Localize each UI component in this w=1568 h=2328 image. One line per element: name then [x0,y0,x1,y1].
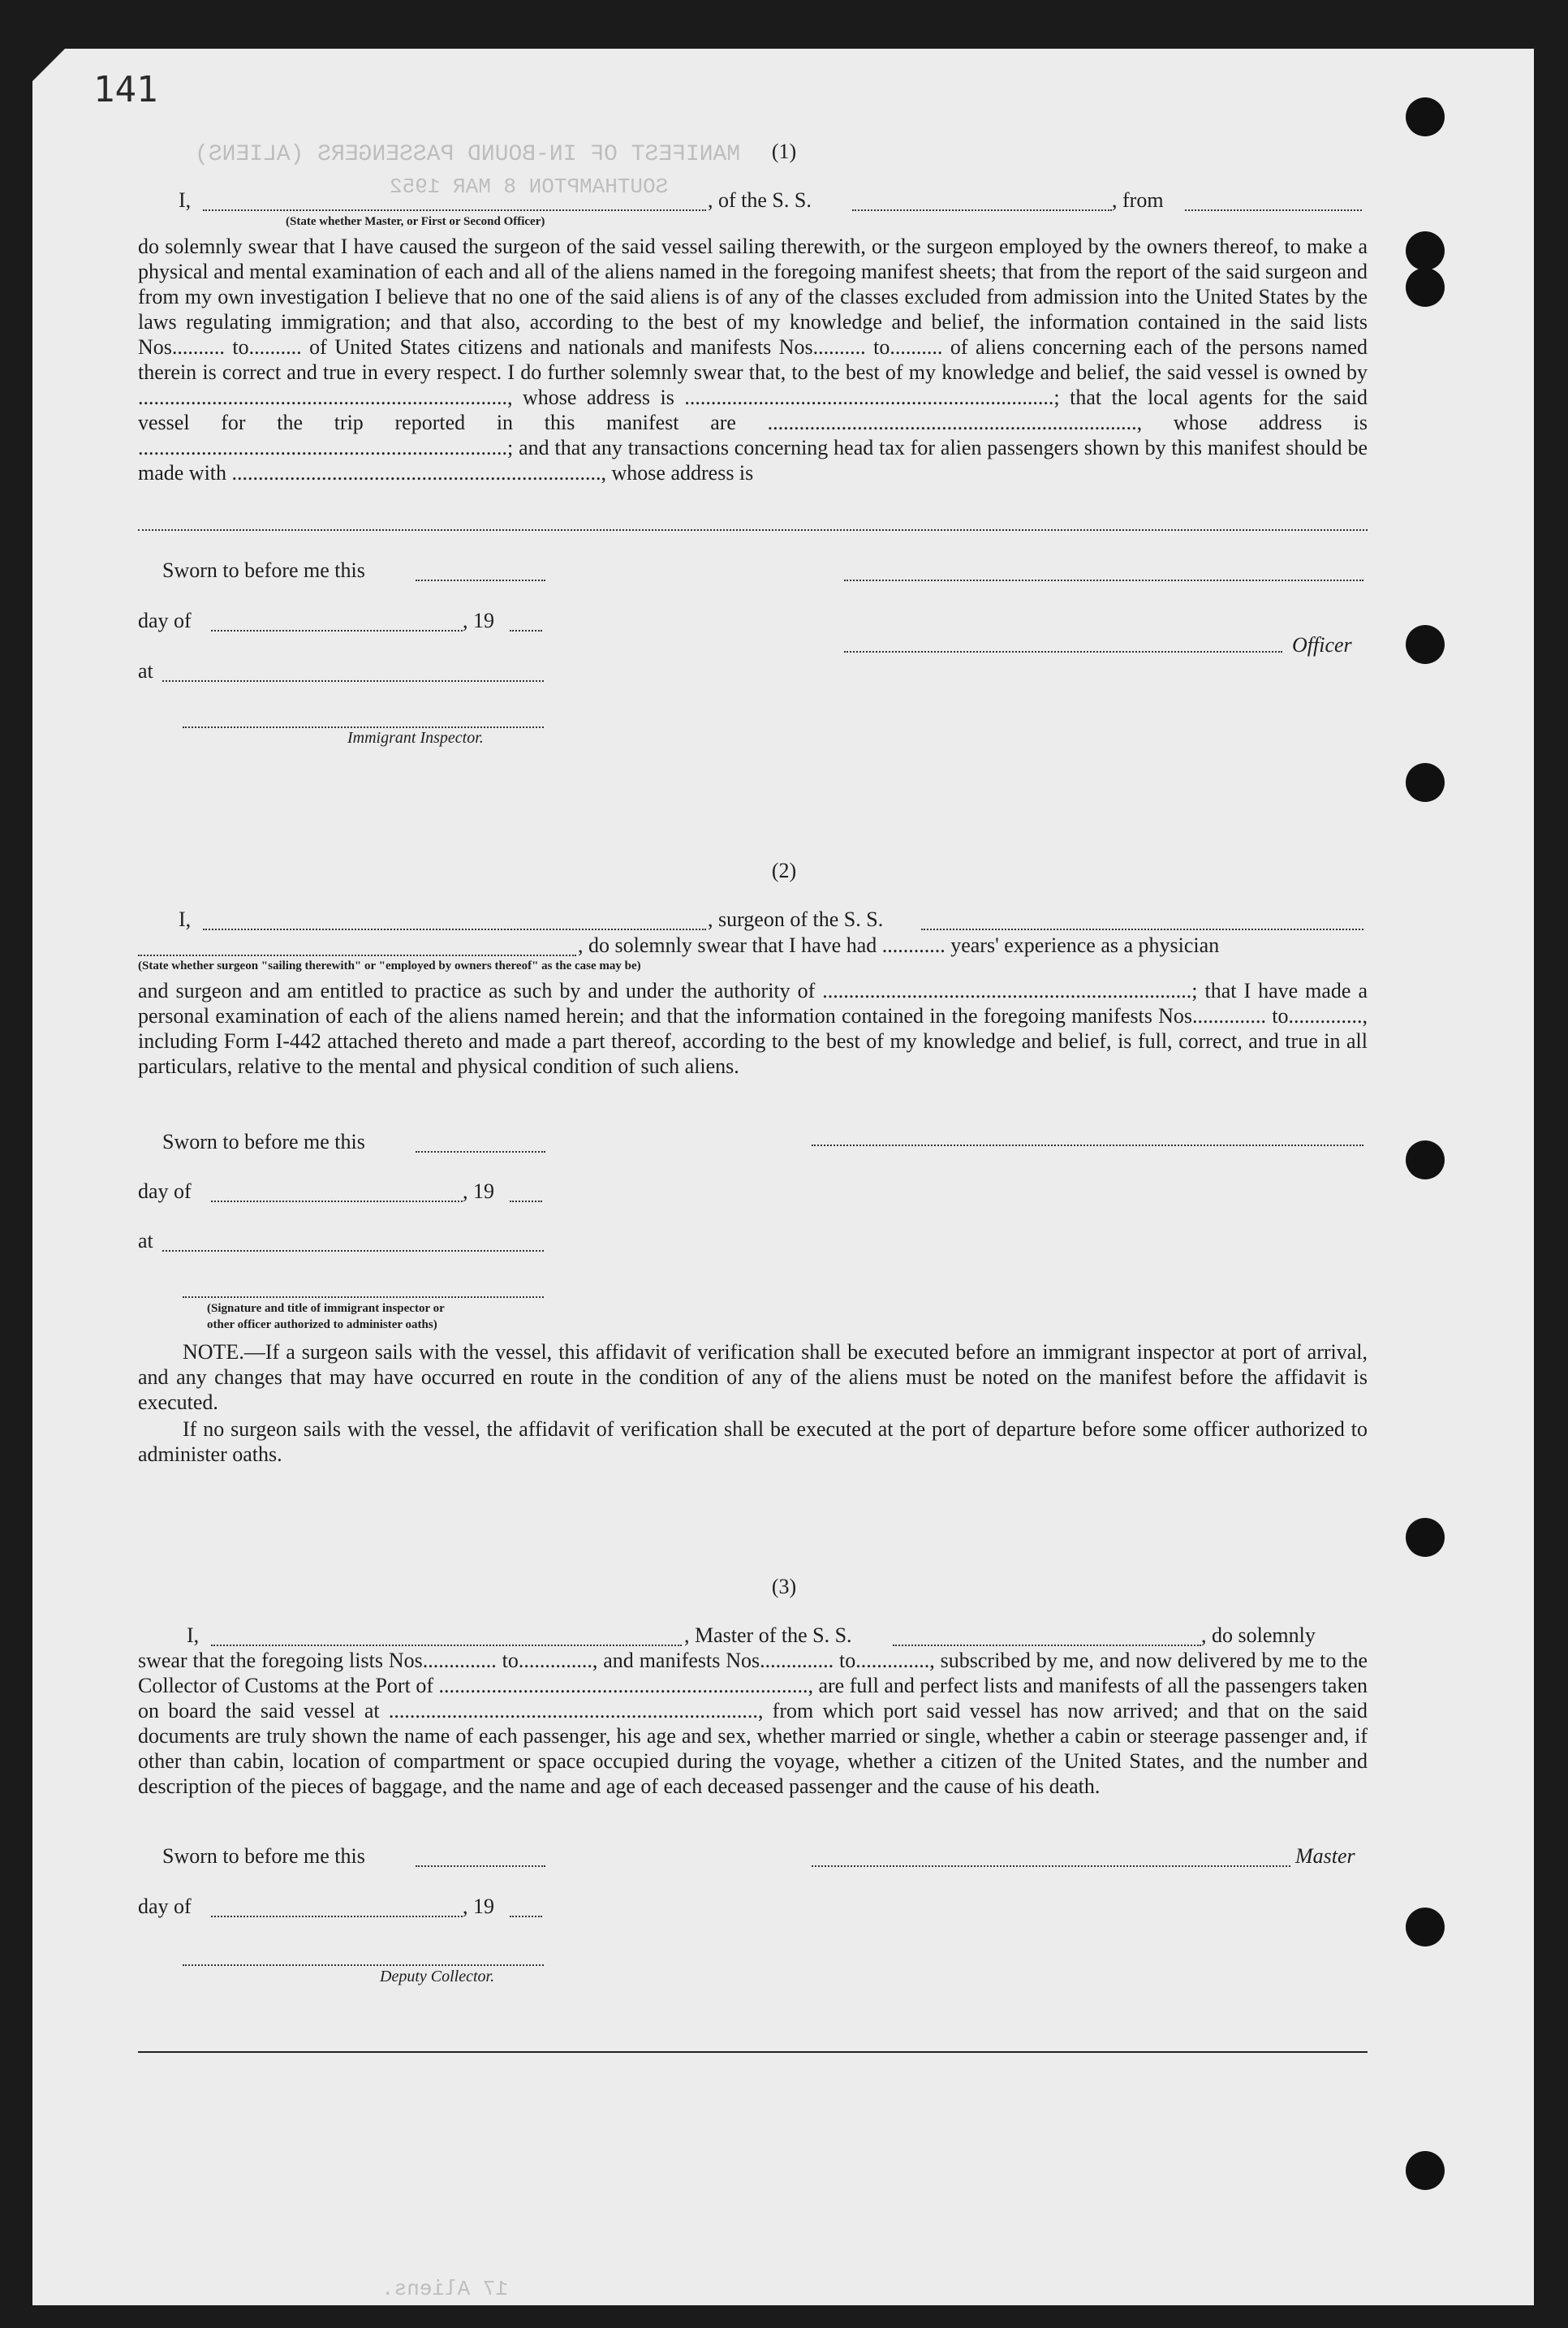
blank-line [812,1865,1290,1867]
from-label: , from [1112,188,1164,212]
punch-hole [1406,2151,1445,2190]
section-1-body: do solemnly swear that I have caused the surgeon of the said vessel sailing therewith, or the surgeon employed by the owners thereof, to make a physical and mental examination of each and all of the aliens named in the foregoing manifest sheets; that from the report of the said surgeon and from my own investigation I believe that no one of the said aliens is of any of the classes excluded from admission into the United States by the laws regulating immigration; and that also, according to the best of my knowledge and belief, the information contained in the said lists Nos.......... to.......... of United States citizens and nationals and manifests Nos.......... to.......... of aliens concerning each of the persons named therein is correct and true in every respect. I do further solemnly swear that, to the best of my knowledge and belief, the said vessel is owned by ......................................................................, whose address is ......................................................................; that the local agents for the said vessel for the trip reported in this manifest are ......................................................................, whose address is ......................................................................; and that any transactions concerning head tax for alien passengers shown by this manifest should be made with ......................................................................, whose address is [138,235,1368,485]
master-of-ss-label: , Master of the S. S. [684,1623,852,1647]
bleed-through-text: SOUTHAMPTON 8 MAR 1952 [390,175,669,199]
note-text: —If a surgeon sails with the vessel, this affidavit of verification shall be executed before an immigrant inspector at port of arrival, and any changes that may have occurred en route in the condition of any of the aliens must be noted on the manifest before the affidavit is executed. [138,1340,1368,1414]
bleed-through-text: 17 Aliens. [381,2277,509,2301]
blank-line [203,209,706,211]
section-2-body: and surgeon and am entitled to practice as such by and under the authority of ......................................................................; that I have made a personal examination of each of the aliens named herein; and that the information contained in the foregoing manifests Nos.............. to.............., including Form I-442 attached thereto and made a part thereof, according to the best of my knowledge and belief, is full, correct, and true in all particulars, relative to the mental and physical condition of such aliens. [138,979,1368,1078]
blank-line [211,1201,463,1202]
day-of-label-2: day of [138,1179,192,1203]
caption-signature: other officer authorized to administer oaths) [207,1318,437,1331]
punch-hole [1406,763,1445,802]
caption-surgeon: (State whether surgeon "sailing therewith" or "employed by owners thereof" as the case may be) [138,959,641,972]
blank-line [844,580,1363,581]
year-label-1: , 19 [463,609,494,632]
blank-line [203,929,706,930]
oath-i-2: I, [179,907,192,931]
bottom-rule [138,2051,1368,2053]
immigrant-inspector-label: Immigrant Inspector. [347,729,484,747]
sworn-label-2: Sworn to before me this [162,1130,365,1153]
punch-hole [1406,1518,1445,1557]
oath-i-3: I, [187,1623,200,1647]
punch-hole [1406,268,1445,307]
bleed-through-text: MANIFEST OF IN-BOUND PASSENGERS (ALIENS) [195,142,741,167]
blank-line [812,1145,1363,1146]
blank-line [1185,209,1362,211]
note-paragraph [138,1339,1368,1415]
note-paragraph-2: If no surgeon sails with the vessel, the affidavit of verification shall be executed at the port of departure before some officer authorized to administer oaths. [138,1417,1368,1466]
punch-hole [1406,231,1445,270]
year-label-2: , 19 [463,1179,494,1203]
section-1-number: (1) [771,140,797,163]
section-3-number: (3) [771,1575,797,1598]
deputy-collector-label: Deputy Collector. [380,1968,495,1985]
punch-hole [1406,1140,1445,1179]
note-label: NOTE. [183,1340,244,1364]
day-of-label-3: day of [138,1895,192,1918]
punch-hole [1406,625,1445,664]
of-the-ss-label: , of the S. S. [708,188,812,212]
blank-line [416,580,545,581]
blank-line [510,630,542,632]
blank-line [844,651,1282,653]
blank-line [416,1151,545,1153]
surgeon-label: , surgeon of the S. S. [708,907,884,931]
blank-line [211,630,463,632]
blank-line [893,1645,1201,1646]
years-experience-line: , do solemnly swear that I have had ............ years' experience as a physician [578,933,1220,957]
year-label-3: , 19 [463,1895,494,1918]
blank-line [162,1250,544,1252]
oath-i: I, [179,188,192,212]
punch-hole [1406,1908,1445,1946]
officer-label: Officer [1292,633,1352,657]
blank-line [183,1964,544,1966]
at-label-2: at [138,1229,153,1252]
blank-line [510,1201,542,1202]
blank-line [138,529,1368,531]
blank-line [211,1645,682,1646]
punch-hole [1406,97,1445,136]
blank-line [510,1916,542,1917]
caption-signature: (Signature and title of immigrant inspector or [207,1302,445,1315]
master-label: Master [1295,1844,1355,1868]
section-2-number: (2) [771,859,797,882]
do-solemnly-label: , do solemnly [1201,1623,1316,1647]
blank-line [183,726,544,728]
blank-line [416,1865,545,1867]
section-3-body: swear that the foregoing lists Nos.............. to.............., and manifests Nos.............. to.............., subscribed by me, and now delivered by me to the Collector of Customs at the Port of ......................................................................, are full and perfect lists and manifests of all the passengers taken on board the said vessel at ......................................................................, from which port said vessel has now arrived; and that on the said documents are truly shown the name of each passenger, his age and sex, whether married or single, whether a cabin or steerage passenger and, if other than cabin, location of compartment or space occupied during the voyage, whether a citizen of the United States, and the number and description of the pieces of baggage, and the name and age of each deceased passenger and the cause of his death. [138,1649,1368,1798]
blank-line [852,209,1112,211]
day-of-label-1: day of [138,609,192,632]
blank-line [138,955,576,956]
caption-master: (State whether Master, or First or Second Officer) [286,215,545,228]
at-label-1: at [138,659,153,683]
page-number: 141 [93,69,158,110]
sworn-label-1: Sworn to before me this [162,558,365,582]
blank-line [162,680,544,682]
blank-line [921,929,1363,930]
blank-line [183,1296,544,1298]
sworn-label-3: Sworn to before me this [162,1844,365,1868]
blank-line [211,1916,463,1917]
